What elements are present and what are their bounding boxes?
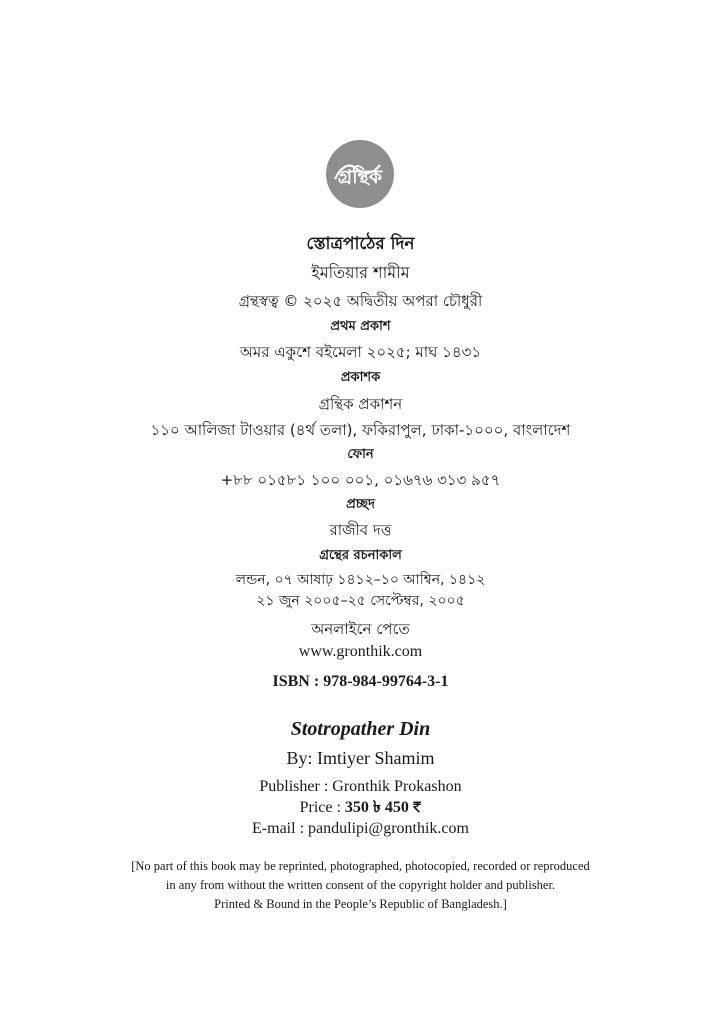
english-title: Stotropather Din bbox=[290, 718, 431, 740]
publisher-heading: প্রকাশক bbox=[340, 370, 381, 385]
gronthik-logo-icon bbox=[325, 139, 395, 209]
bangla-copyright: গ্রন্থস্বত্ব © ২০২৫ অদ্বিতীয় অপরা চৌধুরী bbox=[238, 292, 483, 310]
notice-line-2: in any from without the written consent of the copyright holder and publisher. bbox=[165, 878, 556, 892]
isbn-separator: : bbox=[309, 673, 324, 690]
first-edition: অমর একুশে বইমেলা ২০২৫; মাঘ ১৪৩১ bbox=[239, 343, 482, 361]
isbn-value: 978-984-99764-3-1 bbox=[323, 673, 449, 690]
price-line bbox=[0, 798, 721, 817]
phone-numbers: +৮৮ ০১৫৮১ ১০০ ০০১, ০১৬৭৬ ৩১৩ ৯৫৭ bbox=[220, 471, 501, 489]
online-label: অনলাইনে পেতে bbox=[311, 620, 410, 638]
isbn-line bbox=[0, 672, 721, 691]
writing-period-line-2: ২১ জুন ২০০৫–২৫ সেপ্টেম্বর, ২০০৫ bbox=[256, 593, 465, 609]
publisher-address: ১১০ আলিজা টাওয়ার (৪র্থ তলা), ফকিরাপুল, ঢাকা-১০০০, বাংলাদেশ bbox=[150, 421, 571, 439]
cover-artist: রাজীব দত্ত bbox=[329, 521, 392, 539]
english-author: By: Imtiyer Shamim bbox=[286, 748, 435, 768]
price-label: Price : bbox=[299, 799, 345, 816]
english-publisher: Publisher : Gronthik Prokashon bbox=[259, 778, 462, 795]
phone-heading: ফোন bbox=[347, 447, 374, 462]
email-line[interactable]: E-mail : pandulipi@gronthik.com bbox=[252, 820, 469, 837]
bangla-title: স্তোত্রপাঠের দিন bbox=[306, 234, 415, 254]
notice-line-3: Printed & Bound in the People’s Republic of Bangladesh.] bbox=[214, 897, 507, 911]
bangla-author: ইমতিয়ার শামীম bbox=[311, 263, 410, 282]
notice-line-1: [No part of this book may be reprinted, photographed, photocopied, recorded or reproduced bbox=[131, 859, 590, 873]
logo-text: গ্রন্থিক bbox=[337, 166, 383, 188]
publisher-name: গ্রন্থিক প্রকাশন bbox=[318, 395, 403, 413]
cover-heading: প্রচ্ছদ bbox=[346, 497, 375, 512]
price-value: 350 ৳ 450 ₹ bbox=[344, 799, 422, 816]
isbn-label: ISBN bbox=[272, 673, 310, 690]
writing-period-line-1: লন্ডন, ০৭ আষাঢ় ১৪১২–১০ আশ্বিন, ১৪১২ bbox=[235, 572, 486, 588]
website-link[interactable]: www.gronthik.com bbox=[298, 643, 423, 660]
writing-period-heading: গ্রন্থের রচনাকাল bbox=[319, 548, 402, 563]
first-edition-heading: প্রথম প্রকাশ bbox=[330, 319, 391, 334]
